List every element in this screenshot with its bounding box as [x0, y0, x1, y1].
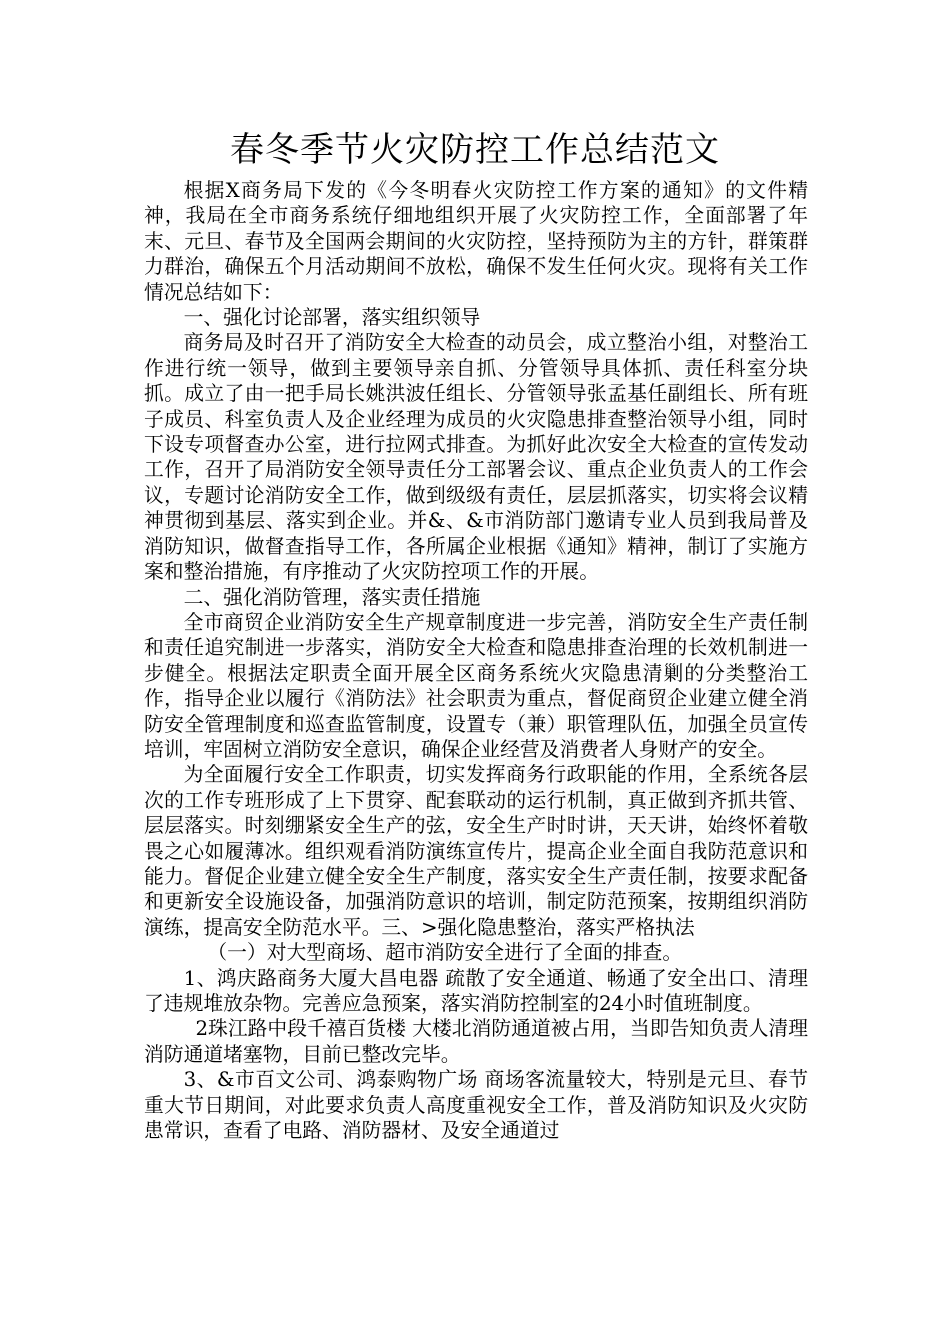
section-heading-1: 一、强化讨论部署，落实组织领导: [183, 306, 481, 330]
section-2-paragraph-2: 为全面履行安全工作职责，切实发挥商务行政职能的作用，全系统各层次的工作专班形成了上下贯穿、配套联动的运行机制，真正做到齐抓共管、层层落实。时刻绷紧安全生产的弦，安全生产时时讲，天天讲，始终怀着敬畏之心如履薄冰。组织观看消防演练宣传片，提高企业全面自我防范意识和能力。督促企业建立健全安全生产制度，落实安全生产责任制，按要求配备和更新安全设施设备，加强消防意识的培训，制定防范预案，按期组织消防演练，提高安全防范水平。三、>强化隐患整治，落实严格执法: [144, 763, 808, 939]
intro-paragraph: 根据X商务局下发的《今冬明春火灾防控工作方案的通知》的文件精神，我局在全市商务系统仔细地组织开展了火灾防控工作，全面部署了年末、元旦、春节及全国两会期间的火灾防控，坚持预防为主的方针，群策群力群治，确保五个月活动期间不放松，确保不发生任何火灾。现将有关工作情况总结如下：: [144, 179, 808, 304]
section-1-paragraph: 商务局及时召开了消防安全大检查的动员会，成立整治小组，对整治工作进行统一领导，做到主要领导亲自抓、分管领导具体抓、责任科室分块抓。成立了由一把手局长姚洪波任组长、分管领导张孟基任副组长、所有班子成员、科室负责人及企业经理为成员的火灾隐患排查整治领导小组，同时下设专项督查办公室，进行拉网式排查。为抓好此次安全大检查的宣传发动工作，召开了局消防安全领导责任分工部署会议、重点企业负责人的工作会议，专题讨论消防安全工作，做到级级有责任，层层抓落实，切实将会议精神贯彻到基层、落实到企业。并&、&市消防部门邀请专业人员到我局普及消防知识，做督查指导工作，各所属企业根据《通知》精神，制订了实施方案和整治措施，有序推动了火灾防控项工作的开展。: [144, 331, 808, 584]
document-title: 春冬季节火灾防控工作总结范文: [230, 130, 720, 170]
document-body: [144, 178, 808, 1143]
list-item-1: 1、鸿庆路商务大厦大昌电器 疏散了安全通道、畅通了安全出口、清理了违规堆放杂物。完善应急预案，落实消防控制室的24小时值班制度。: [144, 966, 808, 1015]
subsection-heading-1: （一）对大型商场、超市消防安全进行了全面的排查。: [207, 941, 683, 965]
list-item-2: 2珠江路中段千禧百货楼 大楼北消防通道被占用，当即告知负责人清理消防通道堵塞物，目前已整改完毕。: [144, 1017, 808, 1066]
section-2-paragraph-1: 全市商贸企业消防安全生产规章制度进一步完善，消防安全生产责任制和责任追究制进一步落实，消防安全大检查和隐患排查治理的长效机制进一步健全。根据法定职责全面开展全区商务系统火灾隐患清剿的分类整治工作，指导企业以履行《消防法》社会职责为重点，督促商贸企业建立健全消防安全管理制度和巡查监管制度，设置专（兼）职管理队伍，加强全员宣传培训，牢固树立消防安全意识，确保企业经营及消费者人身财产的安全。: [144, 610, 808, 761]
section-heading-2: 二、强化消防管理，落实责任措施: [183, 585, 481, 609]
list-item-3: 3、&市百文公司、鸿泰购物广场 商场客流量较大，特别是元旦、春节重大节日期间，对此要求负责人高度重视安全工作，普及消防知识及火灾防患常识，查看了电路、消防器材、及安全通道过: [144, 1068, 808, 1143]
